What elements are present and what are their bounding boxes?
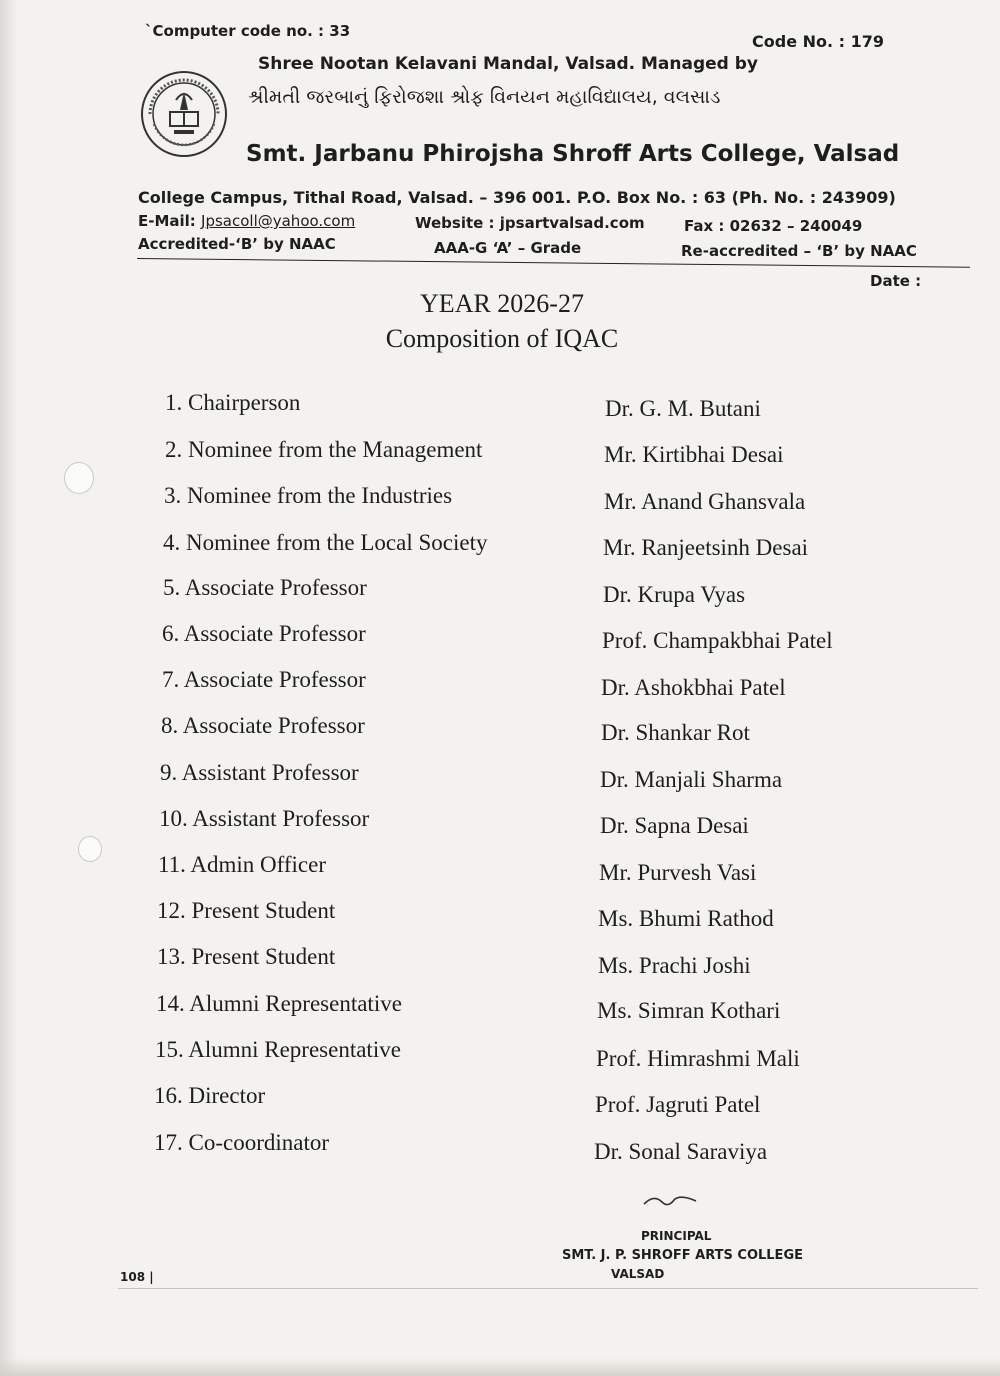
member-role: 15. Alumni Representative: [155, 1037, 401, 1062]
member-role: 9. Assistant Professor: [160, 760, 359, 785]
member-role: 6. Associate Professor: [162, 621, 366, 646]
member-name: Dr. Ashokbhai Patel: [601, 675, 786, 700]
member-name: Ms. Bhumi Rathod: [598, 906, 774, 931]
reaccreditation-naac: Re-accredited – ‘B’ by NAAC: [681, 242, 917, 260]
member-role: 2. Nominee from the Management: [165, 437, 483, 462]
college-seal-logo: [140, 70, 228, 158]
email-line: [138, 212, 355, 230]
computer-code: `Computer code no. : 33: [145, 22, 351, 40]
member-name: Prof. Jagruti Patel: [595, 1092, 761, 1117]
member-role: 3. Nominee from the Industries: [164, 483, 453, 508]
scan-edge-shadow-left: [0, 0, 18, 1376]
member-role: 17. Co-coordinator: [154, 1130, 330, 1155]
member-role: 13. Present Student: [157, 944, 336, 969]
page-number: 108 |: [120, 1270, 154, 1284]
member-role: 14. Alumni Representative: [156, 991, 402, 1016]
member-name: Mr. Purvesh Vasi: [599, 860, 757, 885]
member-name: Mr. Kirtibhai Desai: [604, 442, 784, 467]
punch-hole-bottom: [78, 836, 102, 862]
footer-divider: [118, 1288, 978, 1289]
member-role: 16. Director: [154, 1083, 266, 1108]
college-address: College Campus, Tithal Road, Valsad. – 396 001. P.O. Box No. : 63 (Ph. No. : 243909): [138, 188, 896, 207]
principal-city: VALSAD: [611, 1267, 665, 1281]
member-name: Dr. Manjali Sharma: [600, 767, 783, 792]
member-role: 7. Associate Professor: [162, 667, 366, 692]
email-label: E-Mail:: [138, 212, 202, 230]
email-address: Jpsacoll@yahoo.com: [201, 212, 356, 230]
principal-title: PRINCIPAL: [641, 1229, 712, 1243]
punch-hole-top: [64, 462, 94, 494]
managed-by-line: Shree Nootan Kelavani Mandal, Valsad. Managed by: [258, 54, 759, 74]
member-role: 1. Chairperson: [165, 390, 301, 415]
member-name: Prof. Champakbhai Patel: [602, 628, 833, 653]
accreditation-naac: Accredited-‘B’ by NAAC: [138, 235, 336, 253]
member-name: Dr. Sapna Desai: [600, 813, 749, 838]
accreditation-grade: AAA-G ‘A’ – Grade: [434, 239, 582, 257]
composition-title: Composition of IQAC: [385, 324, 619, 353]
member-role: 12. Present Student: [157, 898, 336, 923]
member-role: 5. Associate Professor: [163, 575, 367, 600]
member-name: Dr. G. M. Butani: [605, 396, 761, 421]
member-name: Mr. Anand Ghansvala: [604, 489, 806, 514]
date-label: Date :: [870, 272, 922, 290]
fax-number: Fax : 02632 – 240049: [684, 217, 863, 235]
member-name: Prof. Himrashmi Mali: [596, 1046, 800, 1071]
college-name: Smt. Jarbanu Phirojsha Shroff Arts College, Valsad: [246, 141, 900, 167]
scan-edge-shadow-bottom: [0, 1358, 1000, 1376]
code-number: Code No. : 179: [752, 32, 885, 51]
year-title: YEAR 2026-27: [420, 289, 584, 318]
principal-college: SMT. J. P. SHROFF ARTS COLLEGE: [562, 1248, 803, 1263]
member-name: Dr. Sonal Saraviya: [594, 1139, 768, 1164]
member-name: Ms. Simran Kothari: [597, 998, 781, 1023]
member-role: 8. Associate Professor: [161, 713, 365, 738]
member-name: Ms. Prachi Joshi: [598, 953, 751, 978]
member-role: 11. Admin Officer: [158, 852, 326, 877]
website: Website : jpsartvalsad.com: [415, 214, 645, 232]
member-role: 10. Assistant Professor: [159, 806, 370, 831]
member-role: 4. Nominee from the Local Society: [163, 530, 488, 555]
member-name: Dr. Krupa Vyas: [603, 582, 746, 607]
principal-signature: [640, 1192, 700, 1214]
college-name-gujarati: શ્રીમતી જરબાનું ફિરોજશા શ્રોફ વિનયન મહાવિદ્યાલય, વલસાડ: [248, 86, 721, 108]
member-name: Dr. Shankar Rot: [601, 720, 750, 745]
member-name: Mr. Ranjeetsinh Desai: [603, 535, 809, 560]
